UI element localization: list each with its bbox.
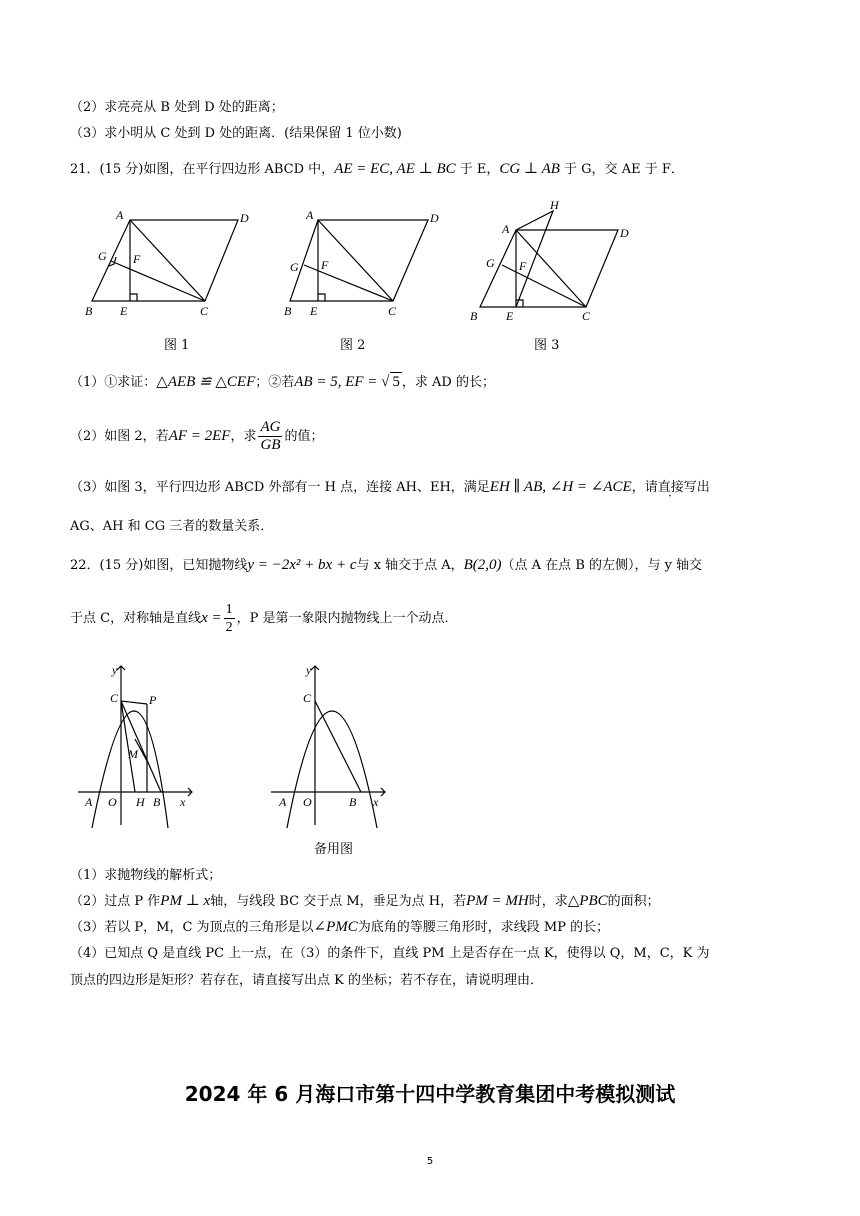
fraction-one-half: $\frac{1}{2}$ <box>225 602 233 635</box>
label-a: A <box>502 222 510 236</box>
label-h: H <box>550 198 559 212</box>
label-e: E <box>120 304 128 318</box>
fig3-caption: 图 3 <box>534 338 560 353</box>
parallelogram-abcd <box>290 220 428 301</box>
label-y: y <box>112 663 118 677</box>
label-p: P <box>149 693 157 707</box>
label-f: F <box>321 258 329 272</box>
diagonal-ac <box>318 220 393 301</box>
label-b: B <box>153 795 161 809</box>
q22-figure-spare <box>265 660 395 830</box>
diagonal-ac <box>130 220 205 301</box>
fraction-ag-gb: $\frac{AG}{GB}$ <box>260 419 281 453</box>
label-g: G <box>98 249 107 263</box>
right-angle-e <box>130 294 137 301</box>
label-c: C <box>110 691 119 705</box>
label-d: D <box>430 211 439 225</box>
q22-part2: （2）过点 P 作PM ⊥ x轴，与线段 BC 交于点 M，垂足为点 H，若PM = MH时，求△PBC的面积； <box>70 893 660 909</box>
q21-part3-line2: AG、AH 和 CG 三者的数量关系． <box>70 519 274 534</box>
label-c: C <box>303 691 312 705</box>
segment-bc <box>315 701 361 792</box>
parabola <box>287 711 377 828</box>
label-b: B <box>284 304 292 318</box>
q22-part4: （4）已知点 Q 是直线 PC 上一点，在（3）的条件下，直线 PM 上是否存在一点 K，使得以 Q，M，C，K 为 <box>70 946 710 961</box>
label-m: M <box>128 747 138 761</box>
q21-figure-3 <box>466 195 656 325</box>
spare-figure-caption: 备用图 <box>314 842 354 857</box>
label-c: C <box>582 309 591 323</box>
label-y: y <box>306 663 312 677</box>
q22-part1: （1）求抛物线的解析式； <box>70 868 222 883</box>
label-f: F <box>133 252 141 266</box>
parabola <box>92 711 168 828</box>
label-x: x <box>373 795 379 809</box>
q22-stem-line2: 于点 C，对称轴是直线x = $\frac{1}{2}$ ，P 是第一象限内抛物线上一个动点． <box>70 602 458 635</box>
q22-figure-main <box>70 660 200 830</box>
q22-part3: （3）若以 P，M，C 为顶点的三角形是以∠PMC为底角的等腰三角形时，求线段 MP 的长； <box>70 919 610 935</box>
q21-part1: （1）①求证：△AEB ≌ △CEF；②若AB = 5, EF = √ 5 ，求 AD 的长； <box>70 374 495 390</box>
q21-part2: （2）如图 2，若AF = 2EF，求 $\frac{AG}{GB}$ 的值； <box>70 419 324 453</box>
diagonal-ac <box>516 230 586 307</box>
label-b: B <box>349 795 357 809</box>
label-o: O <box>108 795 117 809</box>
label-a: A <box>279 795 287 809</box>
label-e: E <box>506 309 514 323</box>
q21-figure-2 <box>278 205 458 325</box>
exam-title: 2024 年 6 月海口市第十四中学教育集团中考模拟测试 <box>184 1082 676 1106</box>
q20-part3: （3）求小明从 C 处到 D 处的距离．(结果保留 1 位小数) <box>70 126 402 141</box>
label-c: C <box>388 304 397 318</box>
label-x: x <box>180 795 186 809</box>
label-a: A <box>306 208 314 222</box>
label-a: A <box>85 795 93 809</box>
page-number: 5 <box>426 1156 434 1167</box>
segment-cg <box>111 261 205 301</box>
label-o: O <box>303 795 312 809</box>
label-e: E <box>310 304 318 318</box>
fig1-caption: 图 1 <box>164 338 190 353</box>
q21-part3: （3）如图 3，平行四边形 ABCD 外部有一 H 点，连接 AH、EH，满足EH ∥ AB, ∠H = ∠ACE，请直接写出 <box>70 479 710 495</box>
segment-cg <box>502 265 586 307</box>
right-angle-e <box>318 294 325 301</box>
label-d: D <box>620 226 629 240</box>
label-b: B <box>85 304 93 318</box>
label-h: H <box>136 795 145 809</box>
q20-part2: （2）求亮亮从 B 处到 D 处的距离； <box>70 100 284 115</box>
parallelogram-abcd <box>480 230 618 307</box>
q22-stem: 22．(15 分)如图，已知抛物线y = −2x² + bx + c与 x 轴交于点 A，B(2,0)（点 A 在点 B 的左侧），与 y 轴交 <box>70 557 703 573</box>
label-f: F <box>519 259 527 273</box>
parallelogram-abcd <box>92 220 238 301</box>
label-g: G <box>486 256 495 270</box>
segment-cg <box>304 265 393 301</box>
label-c: C <box>200 304 209 318</box>
label-d: D <box>240 211 249 225</box>
q21-figure-1 <box>80 205 260 325</box>
label-g: G <box>290 260 299 274</box>
segment-cp <box>121 701 147 704</box>
q21-stem: 21．(15 分)如图，在平行四边形 ABCD 中，AE = EC, AE ⊥ BC 于 E，CG ⊥ AB 于 G，交 AE 于 F． <box>70 161 684 177</box>
label-a: A <box>116 208 124 222</box>
label-b: B <box>470 309 478 323</box>
q22-part4-line2: 顶点的四边形是矩形？若存在，请直接写出点 K 的坐标；若不存在，请说明理由． <box>70 973 543 988</box>
fig2-caption: 图 2 <box>340 338 366 353</box>
